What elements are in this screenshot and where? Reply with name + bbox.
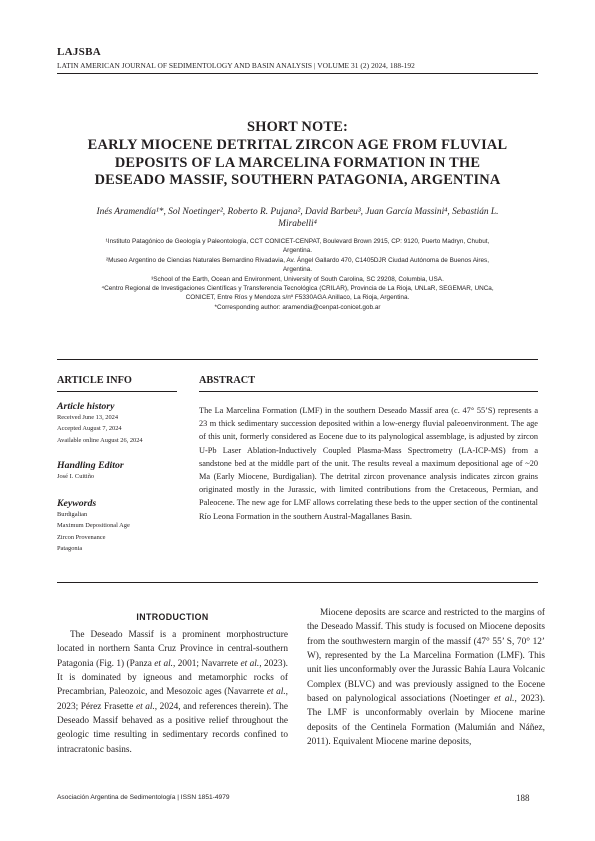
keyword: Patagonia <box>57 545 83 553</box>
section-divider <box>57 359 538 360</box>
abstract-text: The La Marcelina Formation (LMF) in the southern Deseado Massif area (c. 47° 55’S) represents a 23 m thick sedimentary succession deposited within a low-energy fluvial paleoenvironment. The age of this unit, formerly considered as Eocene due to its palynological assemblage, is adjusted by zircon U-Pb Laser Ablation-Inductively Coupled Plasma-Mass Spectrometry (LA-ICP-MS) from a sandstone bed at the middle part of the unit. The results reveal a maximum depositional age of ~20 Ma (Early Miocene, Burdigalian). The detrital zircon provenance analysis indicates zircon grains originated mostly in the Jurassic, with limited contributions from the Cretaceous, Permian, and Paleocene. The new age for LMF allows correlating these beds to the upper section of the continental Río Leona Formation in the southern Austral-Magallanes Basin. <box>199 406 538 521</box>
section-divider <box>57 582 538 583</box>
introduction-heading: INTRODUCTION <box>136 612 209 622</box>
introduction-column-1 <box>57 628 288 757</box>
article-history-heading: Article history <box>57 401 115 412</box>
affiliation-2-cont: Argentina. <box>282 266 313 274</box>
article-history <box>57 412 143 446</box>
affiliations <box>57 237 538 312</box>
accepted-date: Accepted August 7, 2024 <box>57 425 122 433</box>
article-info-heading: ARTICLE INFO <box>57 375 132 386</box>
header-divider <box>57 73 538 74</box>
page-number: 188 <box>516 793 530 803</box>
authors-line-2: Mirabelli⁴ <box>278 218 317 229</box>
affiliation-4-cont: CONICET, Entre Ríos y Mendoza s/nº F5330AGA Anillaco, La Rioja, Argentina. <box>185 294 410 302</box>
title-line-4: DESEADO MASSIF, SOUTHERN PATAGONIA, ARGENTINA <box>94 172 501 189</box>
keywords-heading: Keywords <box>57 498 97 509</box>
received-date: Received June 13, 2024 <box>57 414 119 421</box>
article-title <box>57 119 538 190</box>
online-date: Available online August 26, 2024 <box>57 436 143 444</box>
corresponding-author: *Corresponding author: aramendia@cenpat-conicet.gob.ar <box>214 303 381 311</box>
article-info-divider <box>57 391 177 392</box>
intro-paragraph-2: Miocene deposits are scarce and restricted to the margins of the Deseado Massif. This study is focused on Miocene deposits from the southwestern margin of the massif (47° 55’ S, 70° 12’ W), represented by the La Marcelina Formation (LMF). This unit lies unconformably over the Jurassic Bahía Laura Volcanic Complex (BLVC) and was previously assigned to the Eocene based on palynological associations (Noetinger et al., 2023). The LMF is unconformably overlain by Miocene marine deposits of the Centinela Formation (Malumián and Náñez, 2011). Equivalent Miocene marine deposits, <box>307 608 545 748</box>
keyword: Zircon Provenance <box>57 533 106 541</box>
title-line-2: EARLY MIOCENE DETRITAL ZIRCON AGE FROM FLUVIAL <box>87 136 508 153</box>
keywords-list <box>57 509 130 555</box>
keyword: Burdigalian <box>57 511 88 518</box>
introduction-column-2 <box>307 606 545 749</box>
keyword: Maximum Depositional Age <box>57 522 130 530</box>
affiliation-2: ²Museo Argentino de Ciencias Naturales Bernardino Rivadavia, Av. Ángel Gallardo 470, C1405DJR Ciudad Autónoma de Buenos Aires, <box>105 256 490 264</box>
title-line-1: SHORT NOTE: <box>247 119 348 135</box>
handling-editor-heading: Handling Editor <box>57 460 124 471</box>
affiliation-3: ³School of the Earth, Ocean and Environment, University of South Carolina, SC 29208, Columbia, USA. <box>151 275 444 283</box>
handling-editor: José I. Cuitiño <box>57 473 95 480</box>
footer-publisher: Asociación Argentina de Sedimentología | ISSN 1851-4979 <box>57 794 230 801</box>
authors-line-1: Inés Aramendía¹*, Sol Noetinger², Roberto R. Pujana², David Barbeu³, Juan García Massini⁴, Sebastián L. <box>96 207 499 217</box>
affiliation-1-cont: Argentina. <box>282 247 313 255</box>
title-line-3: DEPOSITS OF LA MARCELINA FORMATION IN THE <box>114 154 481 171</box>
affiliation-1: ¹Instituto Patagónico de Geología y Paleontología, CCT CONICET-CENPAT, Boulevard Brown 2915, CP: 9120, Puerto Madryn, Chubut, <box>105 238 490 245</box>
journal-abbreviation: LAJSBA <box>57 46 101 58</box>
journal-name: LATIN AMERICAN JOURNAL OF SEDIMENTOLOGY AND BASIN ANALYSIS | VOLUME 31 (2) 2024, 188-192 <box>57 61 415 70</box>
author-list <box>70 207 525 231</box>
affiliation-4: ⁴Centro Regional de Investigaciones Científicas y Transferencia Tecnológica (CRILAR), Provincia de La Rioja, UNLaR, SEGEMAR, UNCa, <box>101 285 494 293</box>
abstract-divider <box>199 391 538 392</box>
abstract-heading: ABSTRACT <box>199 375 256 386</box>
intro-paragraph-1: The Deseado Massif is a prominent morphostructure located in northern Santa Cruz Province in central-southern Patagonia (Fig. 1) (Panza et al., 2001; Navarrete et al., 2023). It is dominated by igneous and metamorphic rocks of Precambrian, Paleozoic, and Mesozoic ages (Navarrete et al., 2023; Pérez Frasette et al., 2024, and references therein). The Deseado Massif behaved as a positive relief throughout the geologic time resulting in sedimentary records confined to intracratonic basins. <box>57 630 288 755</box>
